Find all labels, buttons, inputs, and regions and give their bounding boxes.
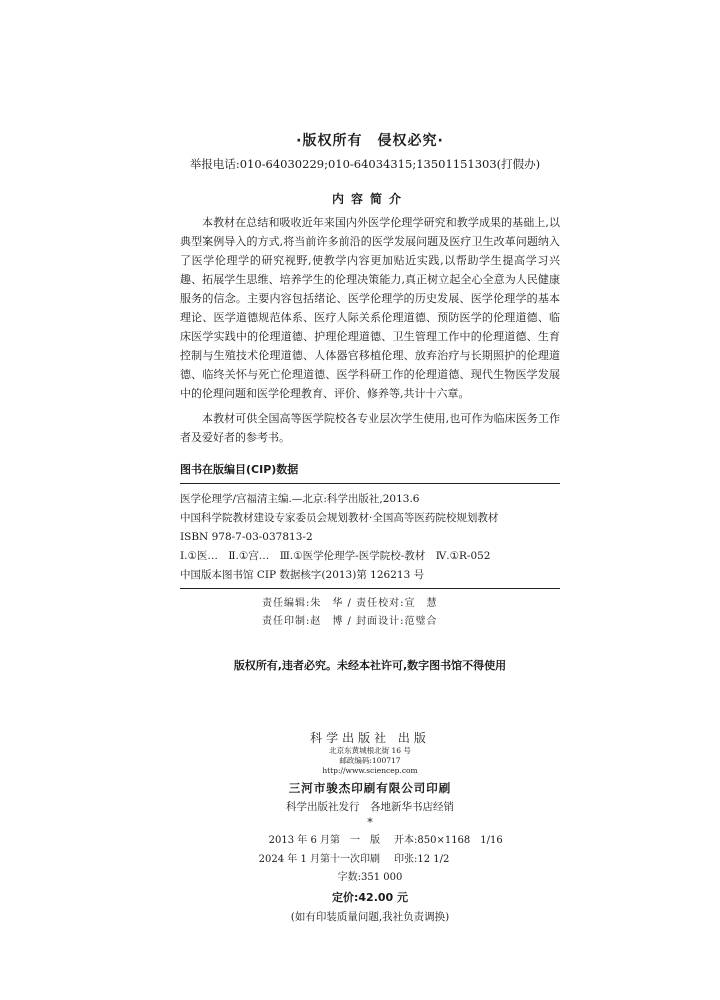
copyright-title: ·版权所有 侵权必究· [296,133,444,149]
first-edition: 2013 年 6 月第 一 版 [268,835,380,846]
staff-line-2: 责任印制:赵 博 / 封面设计:范璧合 [262,616,438,627]
publisher-address: 北京东黄城根北街 16 号 [329,746,411,755]
publisher-website: http://www.sciencep.com [322,766,418,775]
intro-title: 内容简介 [331,192,408,206]
publisher-name: 科学出版社 出版 [310,731,430,745]
edition-row-2 [220,850,520,869]
intro-paragraph-2: 本教材可供全国高等医学院校各专业层次学生使用,也可作为临床医务工作者及爱好者的参考书。 [180,412,560,444]
cip-line-1: 医学伦理学/宫福清主编.—北京:科学出版社,2013.6 [180,493,420,505]
staff-line-1: 责任编辑:朱 华 / 责任校对:宣 慧 [262,598,438,609]
book-format: 开本:850×1168 1/16 [394,835,503,846]
staff-credits [180,595,560,631]
return-note: (如有印装质量问题,我社负责调换) [290,911,450,923]
copyright-notice: 版权所有,违者必究。未经本社许可,数字图书馆不得使用 [233,659,507,672]
distribution-info: 科学出版社发行 各地新华书店经销 [286,801,454,813]
publisher-postcode: 邮政编码:100717 [339,756,401,765]
printed-sheets: 印张:12 1/2 [394,854,450,865]
word-count: 字数:351 000 [337,872,403,883]
edition-info [220,831,520,869]
intro-paragraph-1: 本教材在总结和吸收近年来国内外医学伦理学研究和教学成果的基础上,以典型案例导入的方式,将当前许多前沿的医学发展问题及医疗卫生改革问题纳入了医学伦理学的研究视野,使教学内容更加贴近实践,以帮助学生提高学习兴趣、拓展学生思维、培养学生的伦理决策能力,真正树立起全心全意为人民健康服务的信念。主要内容包括绪论、医学伦理学的历史发展、医学伦理学的基本理论、医学道德规范体系、医疗人际关系伦理道德、预防医学的伦理道德、临床医学实践中的伦理道德、护理伦理道德、卫生管理工作中的伦理道德、生育控制与生殖技术伦理道德、人体器官移植伦理、放弃治疗与长期照护的伦理道德、临终关怀与死亡伦理道德、医学科研工作的伦理道德、现代生物医学发展中的伦理问题和医学伦理教育、评价、修养等,共计十六章。 [180,216,560,400]
printing-info: 2024 年 1 月第十一次印刷 [258,854,380,865]
cip-line-2: 中国科学院教材建设专家委员会规划教材·全国高等医药院校规划教材 [180,512,499,524]
separator-star: * [367,816,373,829]
cip-title: 图书在版编目(CIP)数据 [180,461,560,484]
cip-line-4: Ⅰ.①医… Ⅱ.①宫… Ⅲ.①医学伦理学-医学院校-教材 Ⅳ.①R-052 [180,550,491,562]
printer-name: 三河市骏杰印刷有限公司印刷 [288,781,452,795]
cip-line-5: 中国版本图书馆 CIP 数据核字(2013)第 126213 号 [180,566,560,589]
price: 定价:42.00 元 [331,891,409,904]
copyright-page [180,122,560,924]
report-hotline: 举报电话:010-64030229;010-64034315;13501151303(打假办) [189,157,541,171]
cip-line-3: ISBN 978-7-03-037813-2 [180,531,313,543]
edition-row-1 [220,831,520,850]
